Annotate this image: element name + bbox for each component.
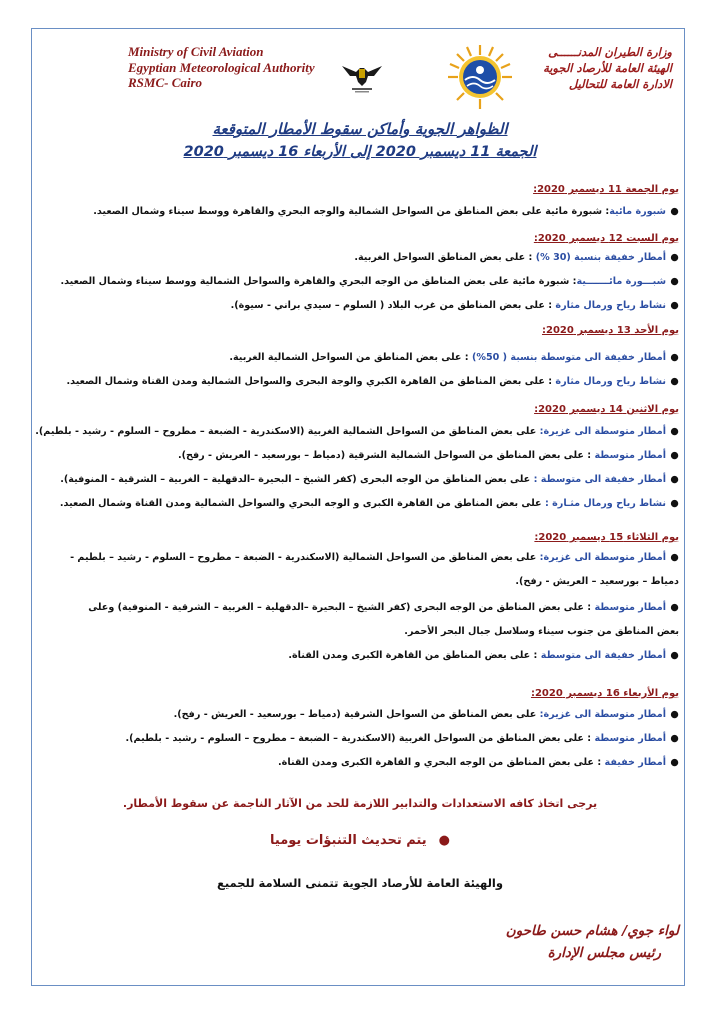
item-text: على بعض المناطق من السواحل الشمالية الغربية (الاسكندرية - الضبعة – مطروح – السلوم - رشيد - بلطيم). (35, 426, 540, 437)
document-date-range: الجمعة 11 ديسمبر 2020 إلى الأربعاء 16 ديسمبر 2020 (183, 144, 537, 160)
safety-note: والهيئة العامة للأرصاد الجوية تتمنى السلامة للجميع (216, 876, 503, 890)
header-en-line: Ministry of Civil Aviation (128, 44, 264, 59)
item-text: : شبورة مائية على بعض المناطق من السواحل الشمالية والوجه البحري والقاهرة ووسط سيناء وشمال الصعيد. (93, 206, 610, 217)
forecast-item (35, 420, 679, 444)
forecast-body (35, 0, 679, 1016)
header-ar-line: الهيئة العامة للأرصاد الجوية (543, 61, 672, 75)
item-text: على بعض المناطق من القاهرة الكبرى و الوجه البحري والسواحل الشمالية ومدن القناة وشمال الصعيد. (59, 498, 545, 509)
item-text: : على بعض المناطق من السواحل الشمالية الغربية. (229, 352, 472, 363)
forecast-item (67, 294, 679, 318)
bullet-icon: ● (670, 426, 679, 437)
item-text: : على بعض المناطق السواحل الغربية. (354, 252, 536, 263)
item-label: أمطار خفيفة الى متوسطة (540, 650, 666, 661)
bullet-icon: ● (670, 376, 679, 387)
forecast-item (59, 492, 679, 516)
item-text: على بعض المناطق من السواحل الشرقية (دمياط – بورسعيد - العريش - رفح). (173, 709, 540, 720)
item-label: نشاط رياح ورمال مثـارة : (544, 498, 666, 509)
bullet-icon: ● (670, 352, 679, 363)
item-label: أمطار خفيفة الى متوسطة بنسبة ( 50%) (471, 352, 666, 363)
signature-name: لواء جوي/ هشام حسن طاحون (505, 923, 679, 939)
forecast-item (67, 370, 679, 394)
bullet-icon: ● (670, 252, 679, 263)
forecast-item (67, 727, 679, 751)
bullet-icon: ● (670, 757, 679, 768)
item-label: أمطار خفيفة الى متوسطة : (533, 474, 666, 485)
daily-update-text: يتم تحديث التنبؤات يوميا (270, 833, 427, 848)
bullet-icon: ● (670, 650, 679, 661)
signature-title: رئيس مجلس الإدارة (547, 945, 661, 961)
forecast-item (60, 468, 679, 492)
item-label: شبورة مائية (609, 206, 666, 217)
forecast-item (67, 644, 679, 668)
item-label: أمطار متوسطة الى غزيرة: (539, 709, 666, 720)
day-heading: يوم السبت 12 ديسمبر 2020: (533, 233, 679, 244)
item-text: على بعض المناطق من السواحل الشمالية (الاسكندرية - الضبعة – مطروح – السلوم - رشيد – بلطيم - دمياط – بورسعيد – العريش - رفح). (70, 552, 679, 587)
item-label: أمطار خفيفة (604, 757, 666, 768)
document-title: الظواهر الجوية وأماكن سقوط الأمطار المتوقعة (212, 120, 508, 138)
day-heading: يوم الجمعة 11 ديسمبر 2020: (533, 184, 679, 195)
header-en-line: RSMC- Cairo (128, 75, 203, 90)
day-heading: يوم الاثنين 14 ديسمبر 2020: (534, 404, 679, 415)
day-heading: يوم الثلاثاء 15 ديسمبر 2020: (534, 532, 679, 543)
item-text: : على بعض المناطق من الوجه البحرى (كفر الشيخ – البحيرة –الدقهلية – الغربية – الشرقية - المنوفية) وعلى بعض المناطق من جنوب سيناء وسلاسل جبال البحر الأحمر. (88, 602, 679, 637)
bullet-icon: ● (670, 276, 679, 287)
bullet-icon: ● (670, 552, 679, 563)
forecast-item (67, 596, 679, 644)
item-label: أمطار متوسطة الى غزيرة: (539, 426, 666, 437)
item-label: أمطار خفيفة بنسبة (30 %) (535, 252, 666, 263)
forecast-item (60, 270, 679, 294)
item-text: : على بعض المناطق من السواحل الغربية (الاسكندرية – الضبعة – مطروح – السلوم - رشيد - بلطيم). (125, 733, 595, 744)
forecast-item (67, 444, 679, 468)
item-label: أمطار متوسطة (594, 602, 666, 613)
bullet-icon: ● (670, 474, 679, 485)
bullet-icon: ● (670, 300, 679, 311)
item-text: على بعض المناطق من الوجه البحرى (كفر الشيخ – البحيرة –الدقهلية – الغربية – الشرقية - المنوفية). (60, 474, 534, 485)
header-ar-line: الادارة العامة للتحاليل (568, 77, 672, 91)
bullet-icon: ● (670, 498, 679, 509)
item-text: : على بعض المناطق من القاهرة الكبرى ومدن القناة. (288, 650, 541, 661)
item-text: : شبورة مائية على بعض المناطق من الوجه البحري والقاهرة والسواحل الشمالية ووسط سيناء وشمال الصعيد. (60, 276, 577, 287)
bullet-icon: ● (438, 833, 450, 848)
bullet-icon: ● (670, 602, 679, 613)
bullet-icon: ● (670, 733, 679, 744)
item-text: : على بعض المناطق من الوجه البحري و القاهرة الكبرى ومدن القناة. (278, 757, 605, 768)
forecast-item (67, 200, 679, 224)
item-text: : على بعض المناطق من القاهرة الكبري والوجة البحرى والسواحل الشمالية ومدن القناة وشمال الصعيد. (66, 376, 556, 387)
forecast-item (67, 703, 679, 727)
forecast-item (67, 751, 679, 775)
forecast-item (67, 246, 679, 270)
header-en-line: Egyptian Meteorological Authority (128, 59, 315, 75)
item-label: أمطار متوسطة (594, 450, 666, 461)
item-label: نشاط رياح ورمال مثارة (555, 376, 666, 387)
item-label: شبـــورة مائـــــــية (576, 276, 666, 287)
bullet-icon: ● (670, 206, 679, 217)
bullet-icon: ● (670, 709, 679, 720)
item-label: أمطار متوسطة الى غزيرة: (539, 552, 666, 563)
bullet-icon: ● (670, 450, 679, 461)
item-label: نشاط رياح ورمال مثارة (555, 300, 666, 311)
forecast-item (67, 346, 679, 370)
item-label: أمطار متوسطة (594, 733, 666, 744)
forecast-item (67, 546, 679, 594)
day-heading: يوم الأحد 13 ديسمبر 2020: (542, 325, 679, 336)
header-ar-line: وزارة الطيران المدنــــــى (548, 45, 672, 59)
day-heading: يوم الأربعاء 16 ديسمبر 2020: (530, 688, 679, 699)
precautions-note: يرجى اتخاذ كافه الاستعدادات والتدابير اللازمة للحد من الآثار الناجمة عن سقوط الأمطار. (122, 797, 598, 810)
item-text: : على بعض المناطق من السواحل الشمالية الشرقية (دمياط – بورسعيد - العريش - رفح). (177, 450, 595, 461)
item-text: : على بعض المناطق من غرب البلاد ( السلوم – سيدي براني - سيوة). (230, 300, 556, 311)
daily-update-note (60, 833, 660, 848)
